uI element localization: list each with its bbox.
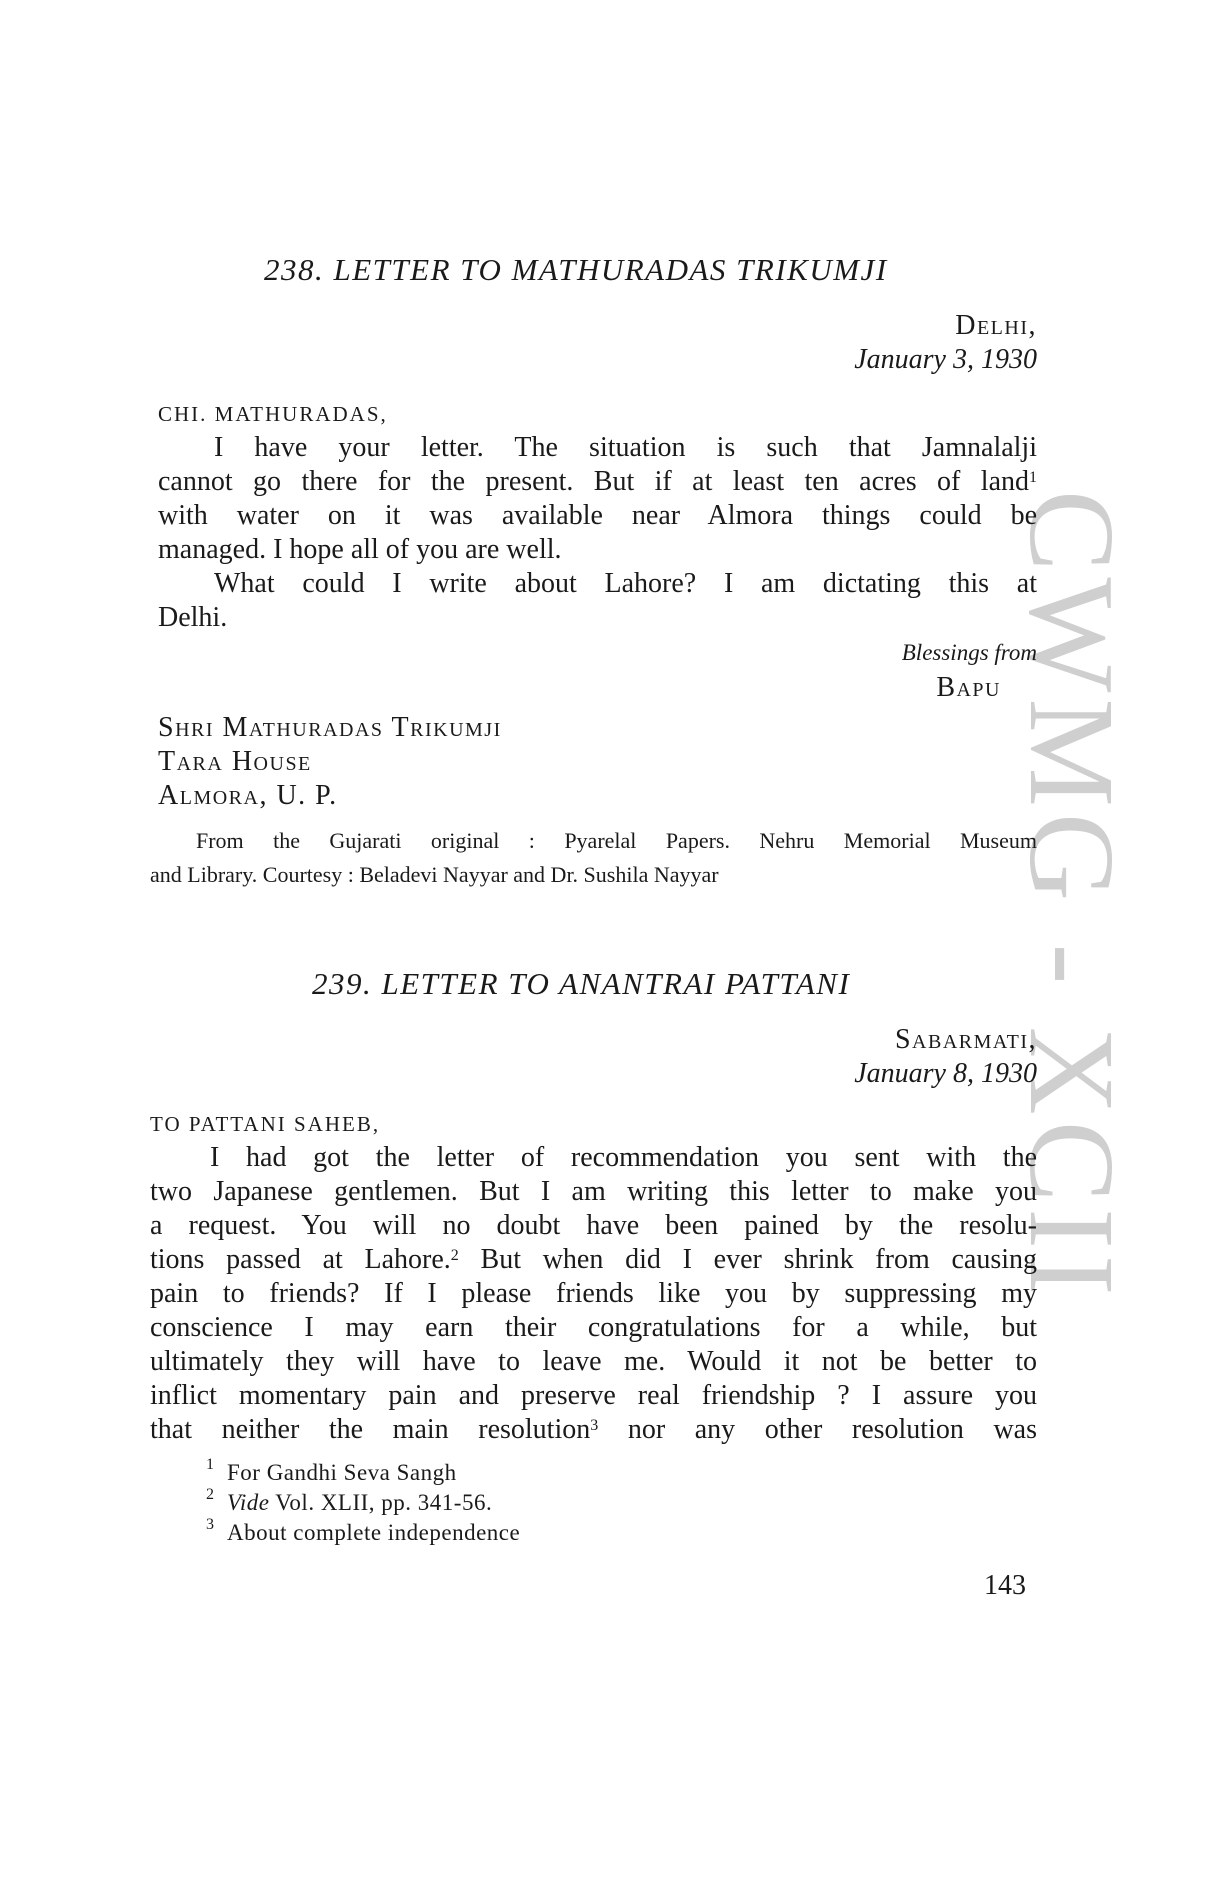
letter-239-line-3: a request. You will no doubt have been pained by the resolu- [150,1210,1037,1241]
source-note-line-1: From the Gujarati original : Pyarelal Papers. Nehru Memorial Museum [196,828,1037,853]
letter-239-line-6: conscience I may earn their congratulations for a while, but [150,1312,1037,1343]
letter-239-line-8: inflict momentary pain and preserve real friendship ? I assure you [150,1380,1037,1411]
address-line-2: Tara House [158,746,312,777]
letter-238-date: January 3, 1930 [854,344,1037,375]
letter-238-line-3: with water on it was available near Almora things could be [158,500,1037,531]
page-number: 143 [984,1570,1026,1601]
footnote-ref-3: 3 [590,1417,599,1434]
letter-238-salutation: CHI. MATHURADAS, [158,402,388,426]
letter-239-line-5: pain to friends? If I please friends like you by suppressing my [150,1278,1037,1309]
footnote-ref-2: 2 [450,1247,459,1264]
footnote-3: $^3$ About complete independence [206,1516,521,1545]
letter-239-date: January 8, 1930 [854,1058,1037,1089]
source-note-line-2: and Library. Courtesy : Beladevi Nayyar and Dr. Sushila Nayyar [150,862,719,887]
letter-238-line-1: I have your letter. The situation is such that Jamnalalji [214,432,1037,463]
letter-239-salutation: TO PATTANI SAHEB, [150,1112,381,1136]
letter-238-closing: Blessings from [901,640,1037,665]
footnote-ref-1: 1 [1029,469,1037,486]
footnote-2: $^2$ Vide Vol. XLII, pp. 341-56. [206,1486,493,1515]
letter-238-line-2: cannot go there for the present. But if at least ten acres of land$^1$ [158,466,1037,497]
letter-239-line-4: tions passed at Lahore.$^2$ But when did I ever shrink from causing [150,1244,1037,1275]
letter-239-line-7: ultimately they will have to leave me. Would it not be better to [150,1346,1037,1377]
letter-239-place: Sabarmati, [894,1024,1037,1055]
letter-239-line-2: two Japanese gentlemen. But I am writing this letter to make you [150,1176,1037,1207]
address-line-1: Shri Mathuradas Trikumji [158,712,502,743]
watermark: CWMG - XCII [1004,490,1139,1302]
letter-239-line-9: that neither the main resolution$^3$ nor any other resolution was [150,1414,1037,1445]
letter-238-line-5: What could I write about Lahore? I am dictating this at [214,568,1037,599]
address-line-3: Almora, U. P. [158,780,338,811]
letter-238-title: 238. LETTER TO MATHURADAS TRIKUMJI [264,252,888,287]
letter-238-line-6: Delhi. [158,602,228,633]
letter-238-place: Delhi, [955,310,1037,341]
letter-238-signature: Bapu [936,672,1001,703]
letter-239-title: 239. LETTER TO ANANTRAI PATTANI [312,966,851,1001]
letter-239-line-1: I had got the letter of recommendation you sent with the [210,1142,1037,1173]
letter-238-line-4: managed. I hope all of you are well. [158,534,562,565]
footnote-1: $^1$ For Gandhi Seva Sangh [206,1456,457,1485]
